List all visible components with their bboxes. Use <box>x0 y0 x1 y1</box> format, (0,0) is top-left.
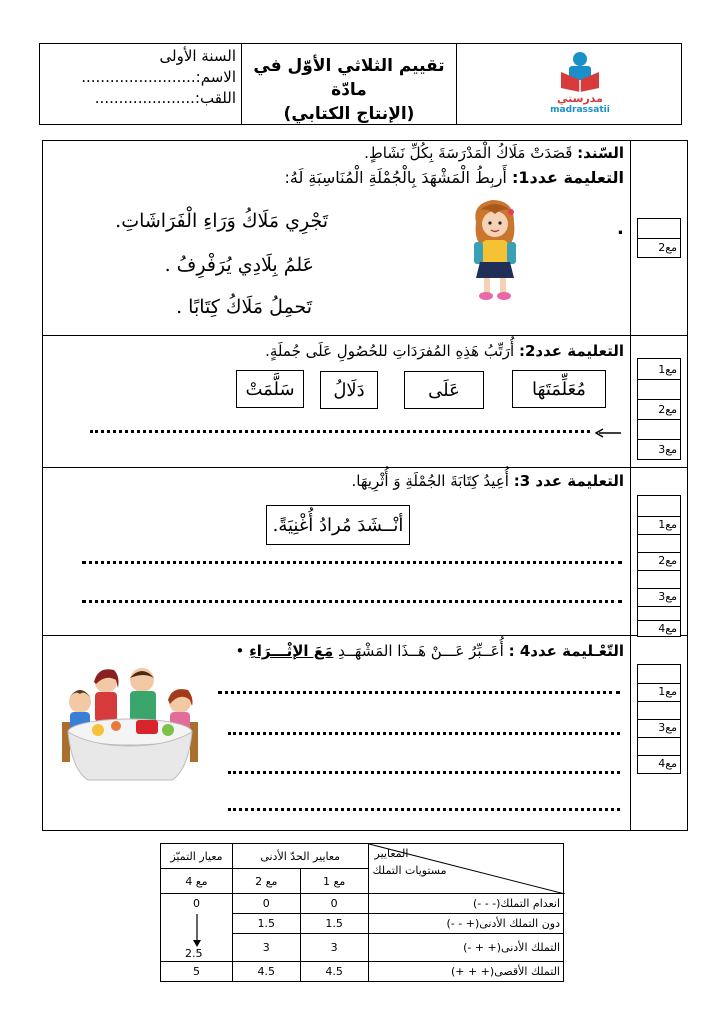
score-slot <box>638 516 680 517</box>
ex3-score-box <box>637 495 681 637</box>
brand-cell <box>457 44 682 124</box>
table-row <box>161 962 564 982</box>
source-sentence: قَصَدَتْ مَلَاكُ الْمَدْرَسَةَ بِكُلِّ نَشَاطٍ. <box>364 144 573 162</box>
header-box <box>39 43 682 125</box>
ex3-score-label-1: مع1 <box>658 518 677 531</box>
score-slot <box>638 570 680 571</box>
brand-logo-icon <box>557 50 603 92</box>
ex2-score-label-1: مع1 <box>658 363 677 376</box>
ex4-score-label-2: مع3 <box>658 721 677 734</box>
word-card-3[interactable]: دَلَالُ <box>320 371 378 409</box>
ex1-sentence-2: عَلمُ بِلَادِي يُرَفْرِفُ . <box>164 254 314 276</box>
down-arrow-icon <box>192 914 202 948</box>
source-text <box>364 144 624 162</box>
brand-logo-text: مدرستي <box>557 92 603 105</box>
ex4-score-label-1: مع1 <box>658 685 677 698</box>
ex1-text: أَربِطُ الْمَشْهَدَ بِالْجُمْلَةِ الْمُنَاسِبَةِ لَهُ: <box>284 168 507 187</box>
row-cell-value: 0 <box>192 897 200 911</box>
word-card-2[interactable]: عَلَى <box>404 371 484 409</box>
page-title-line2: (الإنتاج الكتابي) <box>283 104 415 124</box>
score-slot <box>638 439 680 440</box>
ex4-text: أُعَــبِّرُ عَـــنْ هَــذَا المَشْهَــدِ <box>338 642 504 660</box>
ex4-score-box <box>637 664 681 774</box>
score-slot <box>638 606 680 607</box>
score-slot <box>638 552 680 553</box>
ex3-answer-line-1[interactable] <box>82 561 622 564</box>
row-cell: 3 <box>232 934 300 962</box>
row-label: دون التملك الأدنى(+ - -) <box>368 914 563 934</box>
row-cell: 3 <box>300 934 368 962</box>
arrow-cell <box>161 914 233 962</box>
source-label: السّند: <box>577 144 624 162</box>
ex3-title: التعليمة عدد 3: <box>513 472 624 490</box>
ex2-score-label-3: مع3 <box>658 443 677 456</box>
ex2-title: التعليمة عدد2: <box>518 342 624 360</box>
row-cell: 0 <box>232 894 300 914</box>
table-row <box>161 894 564 914</box>
corner-top-label: المعايير <box>374 847 409 860</box>
col-header-2: مع 2 <box>232 869 300 894</box>
ex4-title: التّعْـليمة عدد4 : <box>508 642 624 660</box>
col-header-4: مع 4 <box>161 869 233 894</box>
ex1-link-dot[interactable]: . <box>617 218 624 239</box>
ex4-answer-line-1[interactable] <box>218 691 620 694</box>
ex3-answer-line-2[interactable] <box>82 600 622 603</box>
score-slot <box>638 620 680 621</box>
student-info-cell <box>40 46 240 124</box>
score-slot <box>638 238 680 239</box>
score-slot <box>638 755 680 756</box>
section-divider-3 <box>42 635 688 636</box>
score-slot <box>638 737 680 738</box>
ex3-sentence-box: أنْــشَدَ مُرادُ أُغْنِيَةً. <box>266 505 410 545</box>
corner-bottom-label: مستويات التملك <box>372 864 447 877</box>
section-divider-1 <box>42 335 688 336</box>
score-slot <box>638 419 680 420</box>
score-slot <box>638 534 680 535</box>
col-header-1: مع 1 <box>300 869 368 894</box>
row-cell: 4.5 <box>232 962 300 982</box>
ex3-instruction <box>352 472 624 490</box>
girl-with-schoolbag-illustration <box>462 196 528 306</box>
row-label: التملك الأدنى(+ + -) <box>368 934 563 962</box>
score-slot <box>638 683 680 684</box>
ex2-score-box <box>637 358 681 460</box>
min-criteria-header: معايير الحدّ الأدنى <box>232 844 368 869</box>
surname-field[interactable]: اللقب:..................... <box>94 89 236 107</box>
word-card-1[interactable]: مُعَلِّمَتَهَا <box>512 370 606 408</box>
score-slot <box>638 719 680 720</box>
ex2-score-label-2: مع2 <box>658 403 677 416</box>
score-column-divider <box>630 140 631 831</box>
name-field[interactable]: الاسم:........................ <box>81 68 236 86</box>
score-slot <box>638 588 680 589</box>
ex1-title: التعليمة عدد1: <box>511 168 624 187</box>
ex4-bullet-icon: • <box>235 642 245 660</box>
ex3-score-label-3: مع3 <box>658 590 677 603</box>
row-cell: 5 <box>161 962 233 982</box>
ex1-score-label-1: مع2 <box>658 241 677 254</box>
family-dinner-illustration <box>58 660 202 790</box>
score-slot <box>638 379 680 380</box>
ex2-text: أُرَتِّبُ هَذِهِ المُفرَدَاتِ للحُصُولِ عَلَى جُملَةٍ. <box>265 342 515 360</box>
row-label: التملك الأقصى(+ + +) <box>368 962 563 982</box>
ex1-sentence-1: تَجْرِي مَلَاكُ وَرَاءِ الْفَرَاشَاتِ. <box>115 210 328 232</box>
ex4-instruction <box>235 642 624 660</box>
criteria-corner-cell <box>368 844 563 894</box>
criteria-table <box>160 843 564 982</box>
row-cell: 1.5 <box>232 914 300 934</box>
score-slot <box>638 701 680 702</box>
row-cell <box>161 894 233 914</box>
ex2-answer-line[interactable] <box>90 430 590 433</box>
ex4-answer-line-2[interactable] <box>228 732 620 735</box>
section-divider-2 <box>42 467 688 468</box>
word-card-4[interactable]: سَلَّمَتْ <box>236 370 304 408</box>
left-arrow-icon <box>595 428 621 438</box>
excellence-criteria-header: معيار التميّز <box>161 844 233 869</box>
row-label: انعدام التملك(- - -) <box>368 894 563 914</box>
title-cell <box>242 44 457 124</box>
row-cell-value: 2.5 <box>185 947 203 960</box>
ex4-text-emphasis: مَعَ الإثْـــرَاءِ <box>249 642 334 660</box>
ex3-score-label-2: مع2 <box>658 554 677 567</box>
ex3-score-label-4: مع4 <box>658 622 677 635</box>
page-title-line1: تقييم الثلاثي الأوّل في مادّة <box>253 56 445 100</box>
ex1-score-box <box>637 218 681 258</box>
ex4-score-label-3: مع4 <box>658 757 677 770</box>
ex3-text: أُعِيدُ كِتَابَةَ الجُمْلَةِ وَ أُثْرِيهَا. <box>351 472 509 490</box>
table-row <box>161 914 564 934</box>
ex1-sentence-3: تَحمِلُ مَلَاكُ كِتَابًا . <box>176 296 312 318</box>
score-slot <box>638 399 680 400</box>
ex4-answer-line-3[interactable] <box>228 771 620 774</box>
ex4-answer-line-4[interactable] <box>228 808 620 811</box>
grade-label: السنة الأولى <box>159 47 236 65</box>
row-cell: 4.5 <box>300 962 368 982</box>
ex1-instruction <box>285 168 625 187</box>
ex2-instruction <box>265 342 624 360</box>
row-cell: 1.5 <box>300 914 368 934</box>
row-cell: 0 <box>300 894 368 914</box>
brand-logo-latin: madrassatii <box>550 105 610 115</box>
